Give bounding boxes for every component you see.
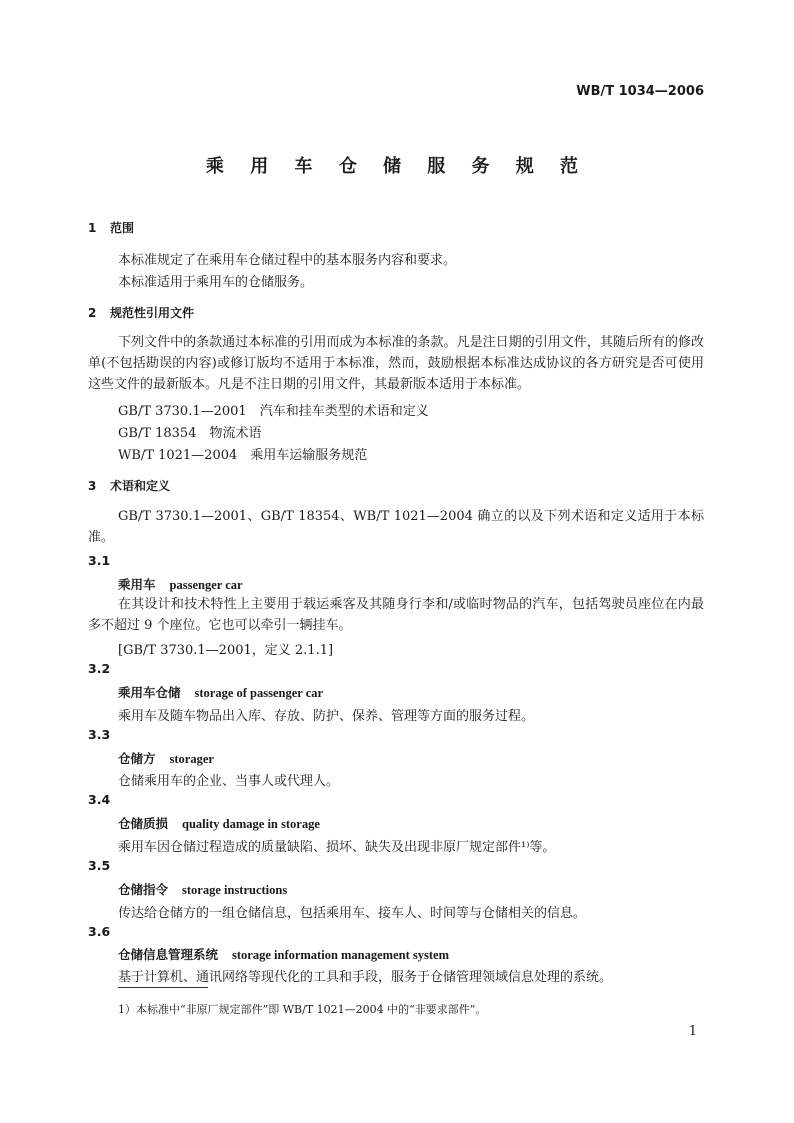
term-zh: 乘用车仓储 [118,685,181,700]
term-heading [118,575,243,593]
term-zh: 仓储质损 [118,816,169,831]
term-number: 3.3 [88,727,111,742]
term-source: [GB/T 3730.1—2001，定义 2.1.1] [118,643,334,658]
term-heading [118,814,320,832]
section-3-heading [88,477,170,494]
term-number: 3.4 [88,792,111,807]
section-number: 3 [88,479,97,493]
term-heading [118,945,449,963]
paragraph: 本标准适用于乘用车的仓储服务。 [118,275,314,290]
section-title: 术语和定义 [110,479,171,493]
term-number: 3.2 [88,661,111,676]
section-number: 2 [88,306,97,320]
term-definition: 传达给仓储方的一组仓储信息，包括乘用车、接车人、时间等与仓储相关的信息。 [118,906,587,921]
term-zh: 仓储指令 [118,882,169,897]
term-definition: 乘用车因仓储过程造成的质量缺陷、损坏、缺失及出现非原厂规定部件¹⁾等。 [118,840,556,855]
term-heading [118,683,323,701]
term-heading [118,749,214,767]
section-number: 1 [88,221,97,235]
term-en: passenger car [169,578,243,592]
term-number: 3.5 [88,858,111,873]
paragraph: 本标准规定了在乘用车仓储过程中的基本服务内容和要求。 [118,253,457,268]
section-title: 规范性引用文件 [110,306,195,320]
term-zh: 仓储信息管理系统 [118,947,219,962]
term-number: 3.1 [88,553,111,568]
term-heading [118,880,287,898]
section-title: 范围 [110,221,135,235]
term-en: storage information management system [232,948,449,962]
reference-item: WB/T 1021—2004 乘用车运输服务规范 [118,448,368,463]
document-title: 乘 用 车 仓 储 服 务 规 范 [205,156,589,177]
paragraph: 下列文件中的条款通过本标准的引用而成为本标准的条款。凡是注日期的引用文件，其随后所有的修改单(不包括勘误的内容)或修订版均不适用于本标准，然而，鼓励根据本标准达成协议的各方研究是否可使用这些文件的最新版本。凡是不注日期的引用文件，其最新版本适用于本标准。 [88,335,704,392]
footnote: 1）本标准中“非原厂规定部件”即 WB/T 1021—2004 中的“非要求部件”。 [118,1003,487,1016]
term-definition: 在其设计和技术特性上主要用于载运乘客及其随身行李和/或临时物品的汽车，包括驾驶员座位在内最多不超过 9 个座位。它也可以牵引一辆挂车。 [88,597,704,633]
section-1-heading [88,219,134,236]
term-en: storage instructions [182,883,288,897]
term-zh: 仓储方 [118,751,156,766]
section-2-heading [88,304,194,321]
page-number: 1 [688,1024,697,1039]
term-definition: 乘用车及随车物品出入库、存放、防护、保养、管理等方面的服务过程。 [118,709,535,724]
term-en: quality damage in storage [182,817,320,831]
paragraph: GB/T 3730.1—2001、GB/T 18354、WB/T 1021—2004 确立的以及下列术语和定义适用于本标准。 [88,509,704,545]
reference-item: GB/T 18354 物流术语 [118,426,262,441]
footnote-divider [118,987,208,988]
term-number: 3.6 [88,924,111,939]
term-definition: 基于计算机、通讯网络等现代化的工具和手段，服务于仓储管理领域信息处理的系统。 [118,970,613,985]
term-en: storage of passenger car [194,686,324,700]
term-zh: 乘用车 [118,577,156,592]
standard-code: WB/T 1034—2006 [576,84,704,99]
term-definition: 仓储乘用车的企业、当事人或代理人。 [118,774,340,789]
term-en: storager [169,752,214,766]
reference-item: GB/T 3730.1—2001 汽车和挂车类型的术语和定义 [118,404,429,419]
